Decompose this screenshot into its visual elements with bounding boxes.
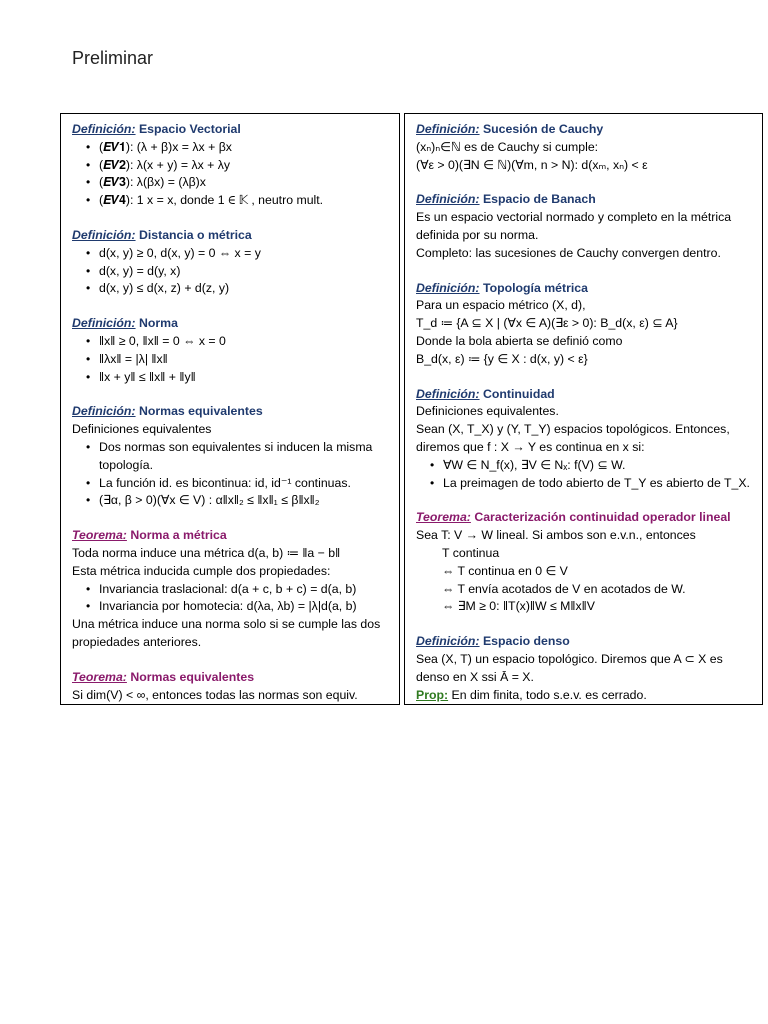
- definition-block: [72, 227, 389, 298]
- entry-kind-label: Definición:: [416, 386, 480, 401]
- entry-heading: [72, 403, 389, 421]
- definition-block: [416, 386, 752, 493]
- definition-block: [416, 633, 752, 704]
- bullet-item: • Dos normas son equivalentes si inducen la misma topología.: [86, 439, 389, 475]
- entry-heading: [72, 227, 389, 245]
- entry-text-line: Sea T: V → W lineal. Si ambos son e.v.n., entonces: [416, 528, 696, 543]
- bullet-list: [416, 457, 752, 493]
- entry-title: Norma: [138, 316, 178, 331]
- bullet-item: • Invariancia por homotecia: d(λa, λb) = |λ|d(a, b): [86, 598, 389, 616]
- entry-heading: [416, 280, 752, 298]
- entry-text-line: Completo: las sucesiones de Cauchy convergen dentro.: [416, 245, 721, 260]
- theorem-block: [72, 669, 389, 705]
- bullet-item: • Invariancia traslacional: d(a + c, b + c) = d(a, b): [86, 581, 389, 599]
- entry-title: Topología métrica: [482, 280, 588, 295]
- entry-text-line: Si dim(V) < ∞, entonces todas las normas son equiv.: [72, 687, 358, 702]
- entry-heading: [72, 669, 389, 687]
- entry-title: Espacio denso: [482, 634, 570, 649]
- entry-title: Normas equivalentes: [130, 669, 255, 684]
- definition-block: [72, 315, 389, 386]
- definition-block: [72, 121, 389, 210]
- entry-text-line: T_d ≔ {A ⊆ X | (∀x ∈ A)(∃ε > 0): B_d(x, ε) ⊆ A}: [416, 316, 678, 331]
- bullet-item: • (𝑬𝑽𝟏): (λ + β)x = λx + βx: [86, 139, 389, 157]
- entry-text-line: Definiciones equivalentes: [72, 422, 212, 437]
- entry-title: Sucesión de Cauchy: [482, 122, 604, 136]
- bullet-list: [72, 439, 389, 510]
- definition-block: [416, 191, 752, 262]
- bullet-list: [72, 139, 389, 210]
- entry-heading: [72, 121, 389, 139]
- entry-kind-label: Definición:: [416, 192, 480, 207]
- bullet-item: • d(x, y) ≥ 0, d(x, y) = 0 ⇔ x = y: [86, 245, 389, 263]
- entry-text-line: Una métrica induce una norma solo si se cumple las dos propiedades anteriores.: [72, 617, 381, 649]
- bullet-list: [72, 333, 389, 386]
- bullet-item: • (𝑬𝑽𝟑): λ(βx) = (λβ)x: [86, 174, 389, 192]
- definition-block: [416, 280, 752, 369]
- definition-block: [416, 121, 752, 174]
- entry-heading: [416, 386, 752, 404]
- bullet-item: • La preimagen de todo abierto de T_Y es abierto de T_X.: [430, 475, 752, 493]
- bullet-item: • ‖x‖ ≥ 0, ‖x‖ = 0 ⇔ x = 0: [86, 333, 389, 351]
- entry-text-line: Sean (X, T_X) y (Y, T_Y) espacios topológicos. Entonces, diremos que f : X → Y es continua en x si:: [416, 422, 730, 454]
- entry-kind-label: Definición:: [72, 316, 136, 331]
- proposition-text: En dim finita, todo s.e.v. es cerrado.: [448, 687, 647, 702]
- entry-heading: [416, 509, 752, 527]
- entry-title: Espacio de Banach: [482, 192, 596, 207]
- entry-kind-label: Definición:: [72, 227, 136, 242]
- entry-title: Normas equivalentes: [138, 404, 263, 419]
- entry-heading: [416, 633, 752, 651]
- bullet-item: • ∀W ∈ N_f(x), ∃V ∈ Nₓ: f(V) ⊆ W.: [430, 457, 752, 475]
- entry-kind-label: Definición:: [416, 122, 480, 136]
- page-title: Preliminar: [72, 48, 154, 68]
- entry-title: Distancia o métrica: [138, 227, 252, 242]
- entry-text-line: Toda norma induce una métrica d(a, b) ≔ ‖a − b‖: [72, 545, 341, 560]
- entry-text-line: B_d(x, ε) ≔ {y ∈ X : d(x, y) < ε}: [416, 351, 588, 366]
- entry-heading: [72, 315, 389, 333]
- entry-heading: [416, 121, 752, 139]
- entry-text-line: Es un espacio vectorial normado y completo en la métrica definida por su norma.: [416, 210, 732, 242]
- entry-text-line: Sea (X, T) un espacio topológico. Diremos que A ⊂ X es denso en X ssi Ā = X.: [416, 651, 723, 684]
- entry-kind-label: Definición:: [416, 634, 480, 649]
- bullet-item: • ‖x + y‖ ≤ ‖x‖ + ‖y‖: [86, 369, 389, 387]
- bullet-item: • (𝑬𝑽𝟒): 1 x = x, donde 1 ∈ 𝕂 , neutro mult.: [86, 192, 389, 210]
- entry-title: Continuidad: [482, 386, 555, 401]
- bullet-item: • (𝑬𝑽𝟐): λ(x + y) = λx + λy: [86, 157, 389, 175]
- theorem-block: [72, 527, 389, 652]
- entry-title: Norma a métrica: [130, 528, 227, 543]
- entry-text-line: (xₙ)ₙ∈ℕ es de Cauchy si cumple:: [416, 139, 599, 154]
- equivalence-line: ⇔ ∃M ≥ 0: ‖T(x)‖W ≤ M‖x‖V: [442, 599, 595, 614]
- entry-kind-label: Teorema:: [72, 669, 127, 684]
- bullet-item: • (∃α, β > 0)(∀x ∈ V) : α‖x‖₂ ≤ ‖x‖₁ ≤ β‖x‖₂: [86, 492, 389, 510]
- bullet-list: [72, 245, 389, 298]
- entry-text-line: Donde la bola abierta se definió como: [416, 333, 623, 348]
- entry-text-line: Definiciones equivalentes.: [416, 404, 559, 419]
- entry-kind-label: Teorema:: [416, 510, 471, 525]
- bullet-item: • d(x, y) = d(y, x): [86, 263, 389, 281]
- equivalence-line: ⇔ T envía acotados de V en acotados de W.: [442, 581, 686, 596]
- bullet-item: • La función id. es bicontinua: id, id⁻¹ continuas.: [86, 475, 389, 493]
- entry-title: Espacio Vectorial: [138, 122, 241, 136]
- entry-text-line: Para un espacio métrico (X, d),: [416, 298, 586, 313]
- entry-text-line: (∀ε > 0)(∃N ∈ ℕ)(∀m, n > N): d(xₘ, xₙ) < ε: [416, 157, 648, 172]
- entry-kind-label: Definición:: [72, 122, 136, 136]
- entry-kind-label: Definición:: [72, 404, 136, 419]
- bullet-list: [72, 581, 389, 617]
- equivalence-line: T continua: [442, 545, 500, 560]
- equivalence-line: ⇔ T continua en 0 ∈ V: [442, 563, 568, 578]
- entry-heading: [72, 527, 389, 545]
- bullet-item: • d(x, y) ≤ d(x, z) + d(z, y): [86, 280, 389, 298]
- entry-heading: [416, 191, 752, 209]
- entry-title: Caracterización continuidad operador lineal: [474, 510, 731, 525]
- entry-text-line: Esta métrica inducida cumple dos propiedades:: [72, 563, 331, 578]
- right-column: [404, 113, 763, 705]
- entry-kind-label: Teorema:: [72, 528, 127, 543]
- entry-kind-label: Definición:: [416, 280, 480, 295]
- left-column: [60, 113, 400, 705]
- bullet-item: • ‖λx‖ = |λ| ‖x‖: [86, 351, 389, 369]
- definition-block: [72, 403, 389, 510]
- proposition-line: [416, 687, 752, 705]
- proposition-label: Prop:: [416, 687, 449, 702]
- theorem-block: [416, 509, 752, 616]
